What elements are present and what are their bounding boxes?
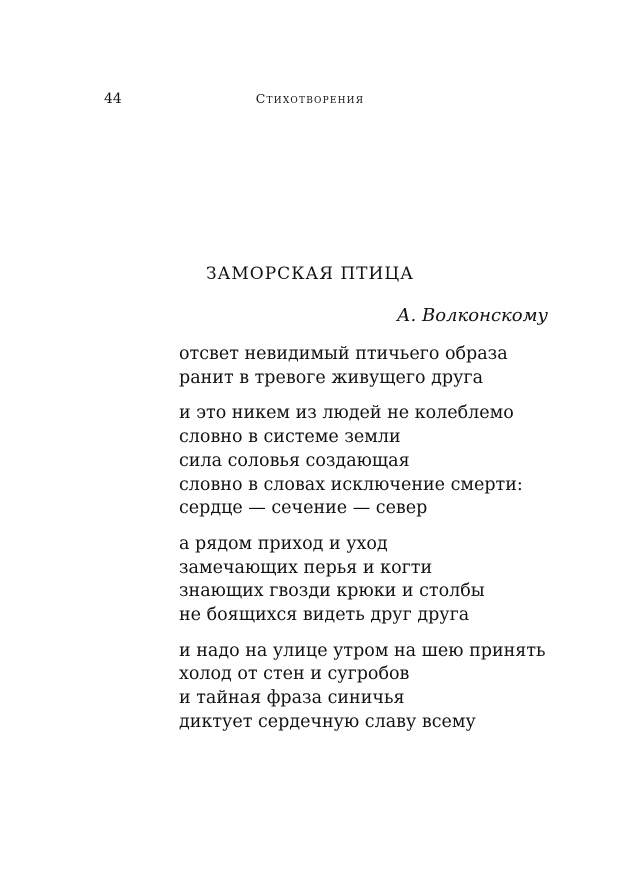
poem-line: отсвет невидимый птичьего образа [179, 344, 508, 364]
poem-body [179, 343, 599, 747]
stanza-3 [179, 533, 599, 628]
poem-line: словно в системе земли [179, 427, 401, 448]
poem-line: замечающих перья и когти [179, 557, 433, 578]
poem-line: знающих гвозди крюки и столбы [179, 581, 485, 602]
poem-line: и тайная фраза синичья [179, 688, 405, 709]
poem-line: холод от стен и сугробов [179, 664, 410, 685]
poem-line: не боящихся видеть друг друга [179, 605, 470, 626]
poem-line: а рядом приход и уход [179, 533, 388, 554]
running-head [0, 90, 620, 110]
poem-line: сила соловья создающая [179, 450, 410, 471]
poem-line: и это никем из людей не колеблемо [179, 403, 514, 424]
poem-line: диктует сердечную славу всему [179, 711, 476, 732]
stanza-2 [179, 402, 599, 521]
poem-line: сердце — сечение — север [179, 498, 428, 519]
poem-line: ранит в тревоге живущего друга [179, 367, 484, 388]
poem-line: словно в словах исключение смерти: [179, 474, 523, 495]
stanza-1 [179, 343, 599, 390]
book-title: Стихотворения [255, 91, 365, 106]
stanza-4 [179, 640, 599, 735]
dedication: А. Волконскому [396, 305, 548, 326]
poem-line: и надо на улице утром на шею принять [179, 640, 546, 661]
poem-title: ЗАМОРСКАЯ ПТИЦА [205, 264, 415, 284]
page-number: 44 [104, 91, 122, 107]
